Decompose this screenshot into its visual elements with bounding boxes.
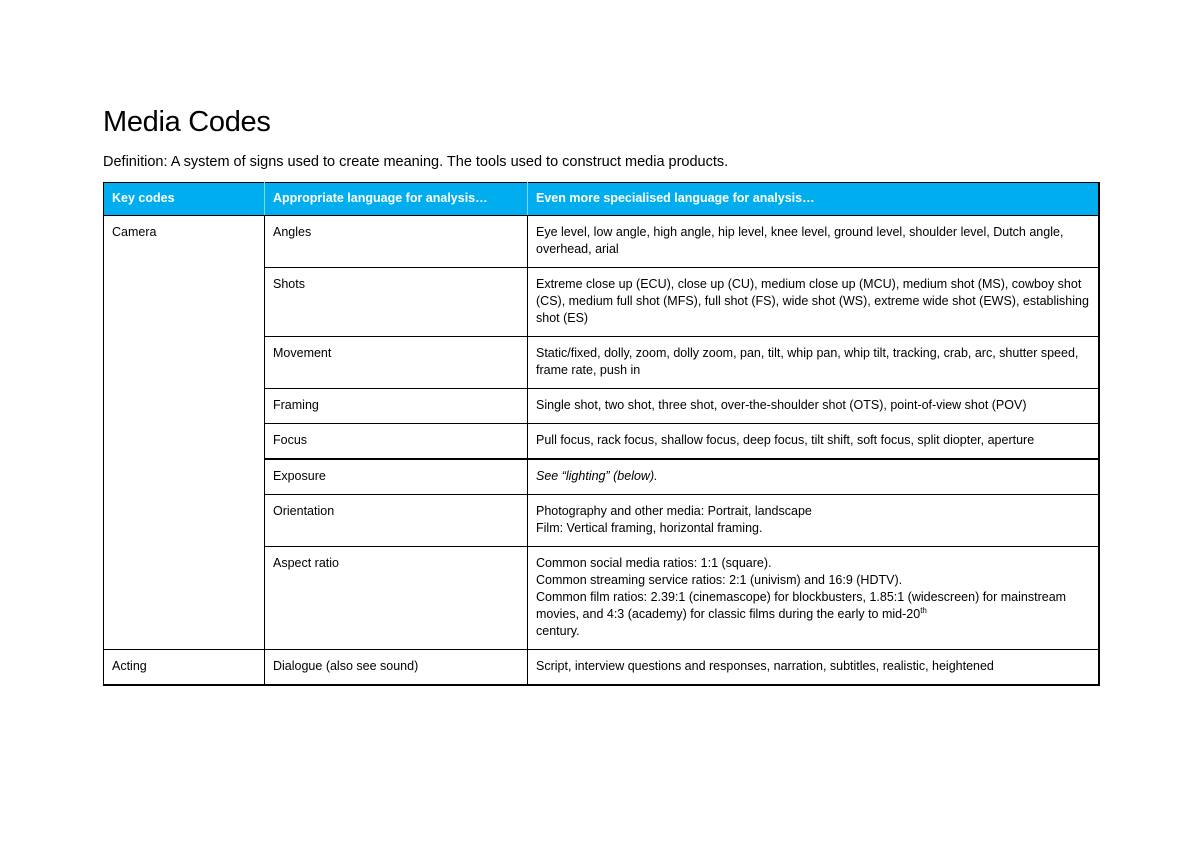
detail-framing: Single shot, two shot, three shot, over-the-shoulder shot (OTS), point-of-view shot (POV): [528, 389, 1099, 424]
detail-focus: Pull focus, rack focus, shallow focus, deep focus, tilt shift, soft focus, split diopter, aperture: [528, 424, 1099, 460]
detail-line-text: Common film ratios: 2.39:1 (cinemascope) for blockbusters, 1.85:1 (widescreen) for mainstream movies, and 4:3 (academy) for classic films during the early to mid-20: [536, 590, 1067, 621]
table-row: [104, 216, 1099, 268]
term-aspect-ratio: Aspect ratio: [265, 547, 528, 650]
detail-dialogue: Script, interview questions and responses, narration, subtitles, realistic, heightened: [528, 650, 1099, 686]
detail-line: Photography and other media: Portrait, landscape: [536, 504, 812, 518]
ordinal-superscript: th: [920, 605, 927, 615]
term-movement: Movement: [265, 337, 528, 389]
detail-exposure: See “lighting” (below).: [528, 459, 1099, 495]
key-code-camera: Camera: [104, 216, 265, 650]
term-exposure: Exposure: [265, 459, 528, 495]
detail-line: Film: Vertical framing, horizontal framing.: [536, 521, 763, 535]
detail-movement: Static/fixed, dolly, zoom, dolly zoom, pan, tilt, whip pan, whip tilt, tracking, crab, arc, shutter speed, frame rate, push in: [528, 337, 1099, 389]
header-key-codes: Key codes: [104, 183, 265, 216]
page-title: Media Codes: [103, 106, 271, 138]
detail-line: [536, 589, 1090, 623]
table-row: [104, 650, 1099, 686]
key-code-acting: Acting: [104, 650, 265, 686]
detail-aspect-ratio: [528, 547, 1099, 650]
detail-line: Common streaming service ratios: 2:1 (univism) and 16:9 (HDTV).: [536, 573, 903, 587]
definition-text: Definition: A system of signs used to create meaning. The tools used to construct media products.: [103, 154, 729, 170]
table-header-row: [104, 183, 1099, 216]
header-appropriate-language: Appropriate language for analysis…: [265, 183, 528, 216]
document-page: [103, 104, 1098, 686]
detail-line: Common social media ratios: 1:1 (square).: [536, 556, 772, 570]
detail-shots: Extreme close up (ECU), close up (CU), medium close up (MCU), medium shot (MS), cowboy shot (CS), medium full shot (MFS), full shot (FS), wide shot (WS), extreme wide shot (EWS), establishing shot (ES): [528, 268, 1099, 337]
header-specialised-language: Even more specialised language for analysis…: [528, 183, 1099, 216]
detail-orientation: [528, 495, 1099, 547]
term-shots: Shots: [265, 268, 528, 337]
term-angles: Angles: [265, 216, 528, 268]
term-orientation: Orientation: [265, 495, 528, 547]
term-dialogue: Dialogue (also see sound): [265, 650, 528, 686]
term-framing: Framing: [265, 389, 528, 424]
media-codes-table: [103, 182, 1100, 686]
detail-angles: Eye level, low angle, high angle, hip level, knee level, ground level, shoulder level, Dutch angle, overhead, arial: [528, 216, 1099, 268]
detail-line: century.: [536, 624, 580, 638]
term-focus: Focus: [265, 424, 528, 460]
